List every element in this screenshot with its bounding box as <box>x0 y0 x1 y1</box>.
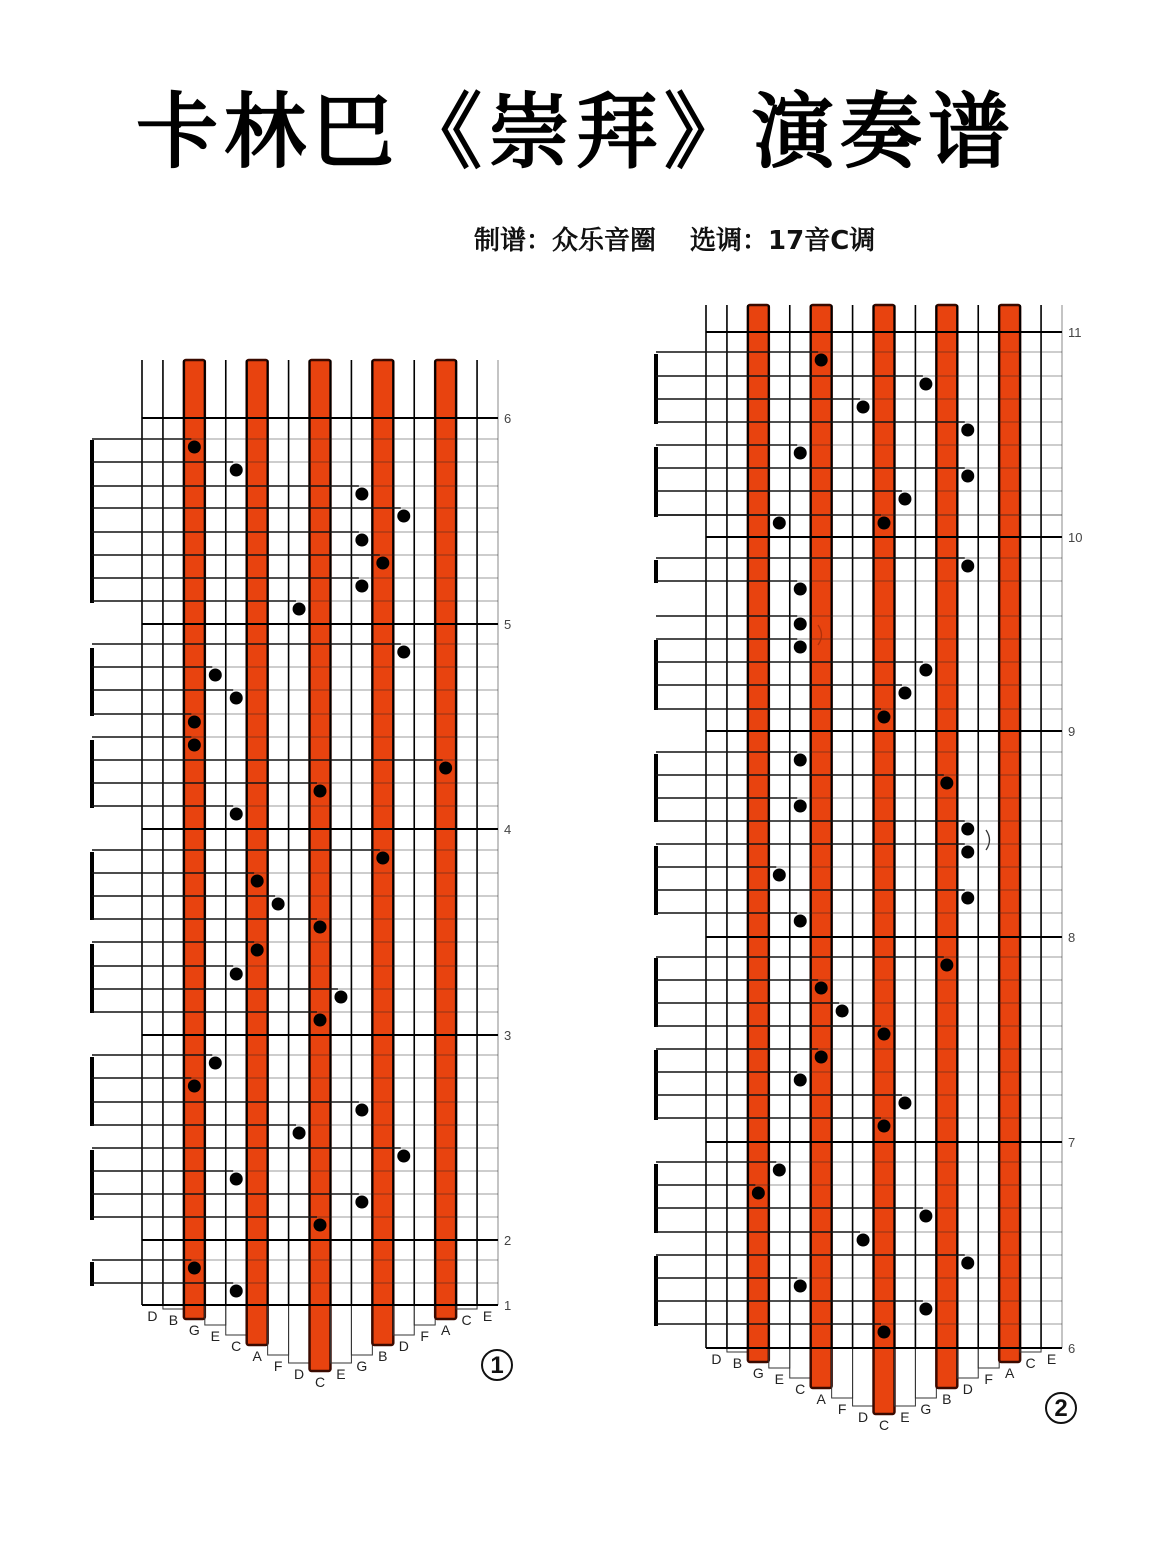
note-dot <box>940 777 953 790</box>
tie-mark <box>986 830 990 850</box>
note-dot <box>752 1187 765 1200</box>
note-dot <box>355 534 368 547</box>
note-dot <box>376 557 389 570</box>
note-dot <box>815 982 828 995</box>
tine-label: E <box>900 1409 910 1425</box>
tine-bottom <box>790 1348 811 1378</box>
measure-number: 7 <box>1068 1135 1076 1150</box>
note-dot <box>230 692 243 705</box>
tine-bottom <box>268 1305 289 1355</box>
note-dot <box>794 915 807 928</box>
tine-label: D <box>147 1308 158 1324</box>
tine-bottom <box>205 1305 226 1325</box>
tine-label: C <box>795 1381 806 1397</box>
highlighted-tine <box>874 305 895 1414</box>
note-dot <box>397 1150 410 1163</box>
tine-label: E <box>1046 1351 1057 1367</box>
note-dot <box>878 517 891 530</box>
note-dot <box>230 1173 243 1186</box>
measure-number: 2 <box>504 1233 512 1248</box>
note-dot <box>314 1219 327 1232</box>
measure-number: 5 <box>504 617 512 632</box>
tine-bottom <box>978 1348 999 1368</box>
note-dot <box>230 968 243 981</box>
note-dot <box>439 762 452 775</box>
measure-number: 9 <box>1068 724 1076 739</box>
note-dot <box>314 1014 327 1027</box>
note-dot <box>961 823 974 836</box>
tine-label: G <box>920 1401 932 1417</box>
tine-label: D <box>857 1409 869 1425</box>
tine-label: C <box>878 1417 890 1433</box>
note-dot <box>209 1057 222 1070</box>
note-dot <box>188 716 201 729</box>
note-dot <box>919 378 932 391</box>
tine-label: C <box>461 1312 472 1328</box>
highlighted-tine <box>999 305 1020 1362</box>
note-dot <box>794 1280 807 1293</box>
note-dot <box>857 1234 870 1247</box>
tine-bottom <box>289 1305 310 1363</box>
measure-number: 6 <box>504 411 512 426</box>
measure-number: 6 <box>1068 1341 1076 1356</box>
note-dot <box>230 1285 243 1298</box>
note-dot <box>773 1164 786 1177</box>
tine-label: D <box>962 1381 973 1397</box>
key-label: 选调： <box>690 226 769 256</box>
tine-label: G <box>188 1322 200 1338</box>
page-title: 卡林巴《崇拜》演奏谱 <box>135 85 1016 180</box>
note-dot <box>961 892 974 905</box>
tine-label: B <box>168 1312 179 1328</box>
note-dot <box>272 898 285 911</box>
tine-label: B <box>732 1355 743 1371</box>
note-dot <box>919 1303 932 1316</box>
note-dot <box>355 1104 368 1117</box>
tine-label: F <box>420 1328 429 1344</box>
note-dot <box>794 447 807 460</box>
note-dot <box>773 869 786 882</box>
tine-label: D <box>711 1351 722 1367</box>
tine-label: A <box>440 1322 451 1338</box>
note-dot <box>188 1262 201 1275</box>
tine-label: C <box>231 1338 242 1354</box>
tine-bottom <box>915 1348 936 1398</box>
note-dot <box>878 1028 891 1041</box>
note-dot <box>836 1005 849 1018</box>
note-dot <box>230 808 243 821</box>
note-dot <box>961 846 974 859</box>
note-dot <box>376 852 389 865</box>
kalimba-chart-1 <box>92 360 512 1390</box>
note-dot <box>794 618 807 631</box>
note-dot <box>334 991 347 1004</box>
highlighted-tine <box>435 360 456 1319</box>
tine-label: G <box>356 1358 368 1374</box>
note-dot <box>794 641 807 654</box>
arranger-label: 制谱： <box>474 226 553 256</box>
note-dot <box>878 1120 891 1133</box>
note-dot <box>188 441 201 454</box>
tine-label: C <box>1025 1355 1036 1371</box>
tine-bottom <box>769 1348 790 1368</box>
note-dot <box>355 580 368 593</box>
note-dot <box>857 401 870 414</box>
note-dot <box>961 1257 974 1270</box>
note-dot <box>230 464 243 477</box>
note-dot <box>355 488 368 501</box>
tine-label: A <box>816 1391 826 1407</box>
note-dot <box>919 1210 932 1223</box>
note-dot <box>251 875 264 888</box>
note-dot <box>188 739 201 752</box>
tine-bottom <box>393 1305 414 1335</box>
key: 17音C调 <box>768 226 876 256</box>
tine-label: E <box>336 1366 346 1382</box>
measure-number: 1 <box>504 1298 512 1313</box>
tine-label: F <box>837 1401 847 1417</box>
measure-number: 8 <box>1068 930 1076 945</box>
tine-bottom <box>330 1305 351 1363</box>
note-dot <box>898 1097 911 1110</box>
tine-bottom <box>894 1348 915 1406</box>
tine-bottom <box>957 1348 978 1378</box>
note-dot <box>209 669 222 682</box>
note-dot <box>898 687 911 700</box>
measure-number: 3 <box>504 1028 512 1043</box>
tine-bottom <box>414 1305 435 1325</box>
tine-label: E <box>210 1328 220 1344</box>
measure-number: 11 <box>1068 325 1082 340</box>
page-number: 2 <box>1054 1395 1068 1422</box>
highlighted-tine <box>184 360 205 1319</box>
note-dot <box>815 1051 828 1064</box>
note-dot <box>794 800 807 813</box>
note-dot <box>314 785 327 798</box>
note-dot <box>815 354 828 367</box>
note-dot <box>940 959 953 972</box>
note-dot <box>355 1196 368 1209</box>
tine-label: C <box>314 1374 326 1390</box>
note-dot <box>314 921 327 934</box>
note-dot <box>961 470 974 483</box>
tine-label: D <box>398 1338 409 1354</box>
note-dot <box>961 424 974 437</box>
tine-label: A <box>1004 1365 1015 1381</box>
tine-bottom <box>832 1348 853 1398</box>
arranger: 众乐音圈 <box>552 226 657 256</box>
note-dot <box>794 754 807 767</box>
note-dot <box>794 1074 807 1087</box>
note-dot <box>919 664 932 677</box>
note-dot <box>794 583 807 596</box>
measure-number: 4 <box>504 822 512 837</box>
note-dot <box>251 944 264 957</box>
tine-label: B <box>378 1348 388 1364</box>
note-dot <box>961 560 974 573</box>
tine-label: E <box>774 1371 784 1387</box>
note-dot <box>293 603 306 616</box>
note-dot <box>878 1326 891 1339</box>
tine-label: E <box>482 1308 493 1324</box>
measure-number: 10 <box>1068 530 1083 545</box>
tine-bottom <box>351 1305 372 1355</box>
note-dot <box>397 510 410 523</box>
tine-label: D <box>293 1366 305 1382</box>
tine-label: A <box>252 1348 262 1364</box>
note-dot <box>773 517 786 530</box>
note-dot <box>293 1127 306 1140</box>
tine-bottom <box>853 1348 874 1406</box>
note-dot <box>188 1080 201 1093</box>
note-dot <box>878 711 891 724</box>
tine-bottom <box>226 1305 247 1335</box>
tine-label: B <box>942 1391 952 1407</box>
note-dot <box>898 493 911 506</box>
tine-label: F <box>273 1358 283 1374</box>
tine-label: G <box>752 1365 764 1381</box>
highlighted-tine <box>748 305 769 1362</box>
note-dot <box>397 646 410 659</box>
kalimba-chart-2 <box>656 305 1082 1433</box>
tine-label: F <box>984 1371 993 1387</box>
page-number: 1 <box>490 1352 504 1379</box>
